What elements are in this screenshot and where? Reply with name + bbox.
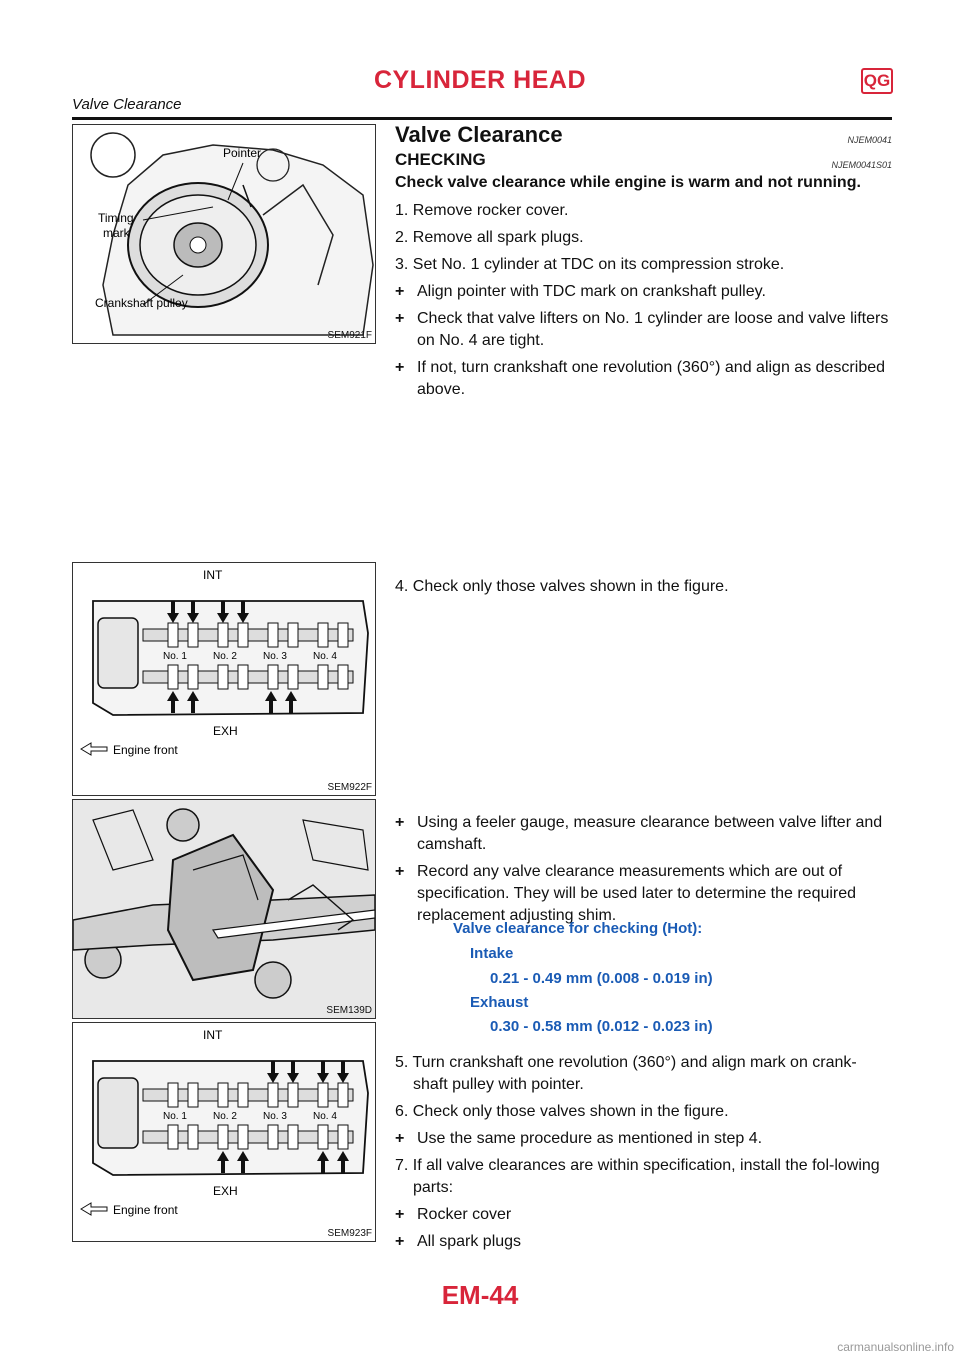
header-rule xyxy=(72,117,892,120)
step-3: 3. Set No. 1 cylinder at TDC on its compression stroke. xyxy=(395,256,785,273)
label-no3: No. 3 xyxy=(263,1111,287,1122)
figure-valve-layout-2 xyxy=(72,1022,376,1242)
label-no2: No. 2 xyxy=(213,651,237,662)
step-6: 6. Check only those valves shown in the figure. xyxy=(395,1103,729,1120)
label-engine-front: Engine front xyxy=(113,1203,178,1217)
bullet-mark: + xyxy=(395,283,405,300)
watermark: carmanualsonline.info xyxy=(837,1340,954,1354)
step-5: 5. Turn crankshaft one revolution (360°) and align mark on crank-shaft pulley with pointer. xyxy=(395,1054,857,1093)
bullet-item: + Using a feeler gauge, measure clearance between valve lifter and camshaft. xyxy=(395,814,883,853)
bullet-mark: + xyxy=(395,310,405,327)
lead-instruction: Check valve clearance while engine is warm and not running. xyxy=(395,174,861,191)
spec-intake-value: 0.21 - 0.49 mm (0.008 - 0.019 in) xyxy=(490,970,713,987)
label-no2: No. 2 xyxy=(213,1111,237,1122)
bullet-item: + All spark plugs xyxy=(395,1231,891,1253)
bullet-item: + Record any valve clearance measurements which are out of specification. They will be used later to determine the required replacement adjusting shim. xyxy=(395,863,857,924)
page-number: EM-44 xyxy=(441,1280,519,1310)
step-1: 1. Remove rocker cover. xyxy=(395,202,569,219)
head-drawing-2 xyxy=(73,1023,375,1241)
procedure-block-2 xyxy=(395,812,891,927)
figure-valve-layout-1 xyxy=(72,562,376,796)
feeler-gauge-drawing xyxy=(73,800,375,1018)
procedure-block-3 xyxy=(395,1052,891,1253)
figure-caption: SEM922F xyxy=(327,782,372,793)
label-no4: No. 4 xyxy=(313,651,337,662)
bullet-item: + If not, turn crankshaft one revolution (360°) and align as described above. xyxy=(395,359,886,398)
label-int: INT xyxy=(203,568,223,582)
page-subtitle: Valve Clearance xyxy=(72,96,182,113)
bullet-mark: + xyxy=(395,1233,405,1250)
bullet-mark: + xyxy=(395,1130,405,1147)
label-engine-front: Engine front xyxy=(113,743,178,757)
engine-front-arrow-icon xyxy=(81,1203,107,1215)
label-no3: No. 3 xyxy=(263,651,287,662)
section-title: Valve Clearance xyxy=(395,122,563,147)
label-no4: No. 4 xyxy=(313,1111,337,1122)
engine-front-arrow-icon xyxy=(81,743,107,755)
label-mark: mark xyxy=(103,226,130,240)
bullet-mark: + xyxy=(395,359,405,376)
subsection-title: CHECKING xyxy=(395,150,486,169)
label-exh: EXH xyxy=(213,1184,238,1198)
spec-exhaust-value: 0.30 - 0.58 mm (0.012 - 0.023 in) xyxy=(490,1018,713,1035)
figure-caption: SEM921F xyxy=(327,330,372,341)
step-7: 7. If all valve clearances are within specification, install the fol-lowing parts: xyxy=(395,1157,880,1196)
subsection-code: NJEM0041S01 xyxy=(831,160,892,170)
label-no1: No. 1 xyxy=(163,651,187,662)
pulley-drawing xyxy=(73,125,375,343)
bullet-item: + Align pointer with TDC mark on crankshaft pulley. xyxy=(395,281,891,303)
section-code: NJEM0041 xyxy=(847,135,892,145)
model-badge: QG xyxy=(861,68,893,94)
head-drawing-1 xyxy=(73,563,375,795)
page-title: CYLINDER HEAD xyxy=(373,66,587,94)
label-crankshaft-pulley: Crankshaft pulley xyxy=(95,296,188,310)
label-int: INT xyxy=(203,1028,223,1042)
figure-caption: SEM139D xyxy=(326,1005,372,1016)
label-no1: No. 1 xyxy=(163,1111,187,1122)
bullet-mark: + xyxy=(395,863,405,880)
bullet-mark: + xyxy=(395,1206,405,1223)
bullet-item: + Use the same procedure as mentioned in step 4. xyxy=(395,1128,891,1150)
figure-crankshaft-pulley xyxy=(72,124,376,344)
label-pointer: Pointer xyxy=(223,146,262,160)
spec-title: Valve clearance for checking (Hot): xyxy=(453,920,703,937)
bullet-item: + Rocker cover xyxy=(395,1204,891,1226)
step-4: 4. Check only those valves shown in the figure. xyxy=(395,578,729,595)
figure-feeler-gauge xyxy=(72,799,376,1019)
procedure-block-1 xyxy=(395,172,891,401)
bullet-item: + Check that valve lifters on No. 1 cylinder are loose and valve lifters on No. 4 are tight. xyxy=(395,310,889,349)
bullet-mark: + xyxy=(395,814,405,831)
label-exh: EXH xyxy=(213,724,238,738)
spec-exhaust-label: Exhaust xyxy=(470,994,529,1011)
figure-caption: SEM923F xyxy=(327,1228,372,1239)
spec-intake-label: Intake xyxy=(470,945,514,962)
step-2: 2. Remove all spark plugs. xyxy=(395,229,584,246)
label-timing: Timing xyxy=(98,211,134,225)
